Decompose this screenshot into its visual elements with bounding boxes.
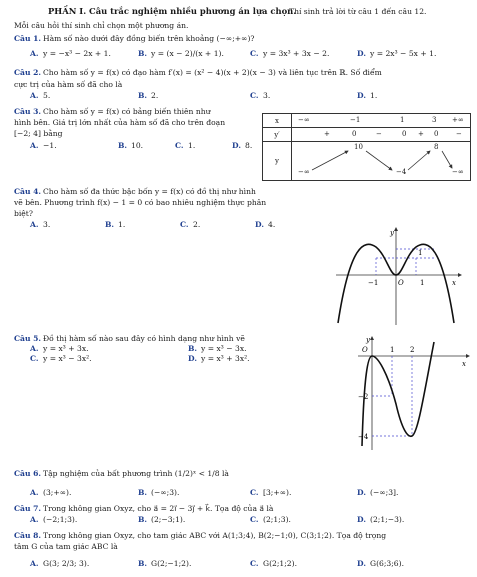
section-note: Mỗi câu hỏi thí sinh chỉ chọn một phương án.: [14, 21, 189, 30]
q7-opt-d-text: (2;1;−3).: [370, 515, 405, 524]
table-x-neg-inf: −∞: [298, 116, 310, 124]
q8-opt-b-label: B.: [138, 559, 148, 568]
table-sign-2: 0: [352, 130, 357, 138]
q1-label: Câu 1.: [14, 34, 42, 43]
q7-opt-a-label: A.: [30, 515, 39, 524]
q2-text-line2: cực trị của hàm số đã cho là: [14, 80, 123, 89]
q4-opt-d-label: D.: [255, 220, 264, 229]
q1-opt-d-label: D.: [357, 49, 366, 58]
q2-opt-b-text: 2.: [151, 91, 159, 100]
q6-opt-a-label: A.: [30, 488, 39, 497]
q6-text: Tập nghiệm của bất phương trình (1/2)ˣ < 1/8 là: [43, 469, 229, 478]
q6-opt-a-text: (3;+∞).: [43, 488, 72, 497]
q3-opt-a-label: A.: [30, 141, 39, 150]
q7-opt-d-label: D.: [357, 515, 366, 524]
section-title: PHẦN I. Câu trắc nghiệm nhiều phương án lựa chọn.: [48, 6, 297, 16]
q5-graph: [348, 334, 472, 452]
q7-label: Câu 7.: [14, 504, 42, 513]
q2-text-line1: Cho hàm số y = f(x) có đạo hàm f′(x) = (x² − 4)(x + 2)(x − 3) và liên tục trên ℝ. Số điểm: [43, 68, 382, 77]
q8-opt-d-text: G(6;3;6).: [370, 559, 405, 568]
table-y-label: y: [263, 142, 292, 181]
q7-opt-c-text: (2;1;3).: [263, 515, 291, 524]
variation-table-row-y: [263, 142, 471, 181]
q4-graph-y-label: y: [390, 229, 394, 237]
q8-opt-a-label: A.: [30, 559, 39, 568]
q4-opt-c-label: C.: [180, 220, 189, 229]
q6-opt-b-text: (−∞;3).: [151, 488, 180, 497]
q4-opt-a-label: A.: [30, 220, 39, 229]
table-y-neg-inf-right: −∞: [452, 168, 464, 176]
q3-opt-d-label: D.: [232, 141, 241, 150]
table-x-pos-inf: +∞: [452, 116, 464, 124]
q5-opt-a-text: y = x³ + 3x.: [43, 344, 89, 353]
table-sign-7: −: [456, 130, 462, 138]
q3-opt-c-label: C.: [175, 141, 184, 150]
variation-table-row-yp: [263, 128, 471, 142]
q5-graph-label-2: 2: [410, 346, 415, 354]
q1-opt-d-text: y = 2x³ − 5x + 1.: [370, 49, 437, 58]
q3-label: Câu 3.: [14, 107, 42, 116]
q6-opt-d-label: D.: [357, 488, 366, 497]
q5-opt-a-label: A.: [30, 344, 39, 353]
q1-opt-a-label: A.: [30, 49, 39, 58]
q2-opt-a-label: A.: [30, 91, 39, 100]
q4-opt-d-text: 4.: [268, 220, 276, 229]
q7-opt-a-text: (−2;1;3).: [43, 515, 78, 524]
table-x-1: 1: [400, 116, 405, 124]
table-sign-5: +: [418, 130, 424, 138]
q8-opt-a-text: G(3; 2/3; 3).: [43, 559, 90, 568]
q4-graph-label-1: 1: [418, 249, 423, 257]
q4-text-line3: biệt?: [14, 209, 33, 218]
table-x-m1: −1: [350, 116, 361, 124]
q8-opt-d-label: D.: [357, 559, 366, 568]
q3-opt-d-text: 8.: [245, 141, 253, 150]
table-sign-3: −: [376, 130, 382, 138]
variation-table: [262, 113, 471, 181]
q5-text: Đồ thị hàm số nào sau đây có hình dạng như hình vẽ: [43, 334, 245, 343]
q3-opt-a-text: −1.: [43, 141, 57, 150]
q2-opt-d-label: D.: [357, 91, 366, 100]
table-sign-1: +: [324, 130, 330, 138]
q1-opt-c-label: C.: [250, 49, 259, 58]
q1-opt-c-text: y = 3x³ + 3x − 2.: [263, 49, 330, 58]
q3-text-line2: hình bên. Giá trị lớn nhất của hàm số đã cho trên đoạn: [14, 118, 226, 127]
q5-graph-label-1: 1: [390, 346, 395, 354]
q1-opt-b-text: y = (x − 2)/(x + 1).: [151, 49, 224, 58]
q3-text-line1: Cho hàm số y = f(x) có bảng biến thiên như: [43, 107, 211, 116]
q5-graph-y-label: y: [366, 336, 370, 344]
q8-opt-c-label: C.: [250, 559, 259, 568]
q5-opt-d-label: D.: [188, 354, 197, 363]
table-y-neg-inf-left: −∞: [298, 168, 310, 176]
table-y-10: 10: [354, 143, 363, 151]
q6-label: Câu 6.: [14, 469, 42, 478]
q5-graph-origin: O: [362, 346, 368, 354]
q4-text-line2: vẽ bên. Phương trình f(x) − 1 = 0 có bao nhiêu nghiệm thực phân: [14, 198, 267, 207]
q2-label: Câu 2.: [14, 68, 42, 77]
q5-curve: [362, 342, 434, 446]
q4-opt-b-label: B.: [105, 220, 115, 229]
q3-opt-c-text: 1.: [188, 141, 196, 150]
q5-graph-x-label: x: [462, 360, 466, 368]
q1-opt-b-label: B.: [138, 49, 148, 58]
q2-opt-c-label: C.: [250, 91, 259, 100]
q2-opt-d-text: 1.: [370, 91, 378, 100]
table-y-m4: −4: [396, 168, 407, 176]
q6-opt-c-label: C.: [250, 488, 259, 497]
q4-graph-x-label: x: [452, 279, 456, 287]
q5-opt-d-text: y = x³ + 3x².: [201, 354, 250, 363]
q5-graph-label-m2: −2: [358, 393, 369, 401]
q4-graph-label-m1: −1: [368, 279, 379, 287]
q2-opt-c-text: 3.: [263, 91, 271, 100]
q2-opt-a-text: 5.: [43, 91, 51, 100]
table-x-3: 3: [432, 116, 437, 124]
q6-opt-d-text: (−∞;3].: [370, 488, 399, 497]
q1-opt-a-text: y = −x³ − 2x + 1.: [43, 49, 111, 58]
q6-opt-b-label: B.: [138, 488, 148, 497]
q4-text-line1: Cho hàm số đa thức bậc bốn y = f(x) có đồ thị như hình: [43, 187, 256, 196]
q8-opt-c-text: G(2;1;2).: [263, 559, 298, 568]
table-y-8: 8: [434, 143, 439, 151]
q7-opt-b-label: B.: [138, 515, 148, 524]
variation-table-row-x: [263, 114, 471, 128]
q7-text: Trong không gian Oxyz, cho a⃗ = 2i⃗ − 3j⃗ + k⃗. Tọa độ của a⃗ là: [43, 504, 274, 513]
q8-opt-b-text: G(2;−1;2).: [151, 559, 192, 568]
section-intro: Thí sinh trả lời từ câu 1 đến câu 12.: [289, 7, 427, 16]
q3-text-line3: [−2; 4] bằng: [14, 129, 63, 138]
q5-label: Câu 5.: [14, 334, 42, 343]
q3-opt-b-label: B.: [118, 141, 128, 150]
q3-opt-b-text: 10.: [131, 141, 144, 150]
table-yp-label: y′: [263, 128, 292, 142]
q1-text: Hàm số nào dưới đây đồng biến trên khoảng (−∞;+∞)?: [43, 34, 255, 43]
table-arrows: [292, 142, 470, 180]
table-sign-4: 0: [402, 130, 407, 138]
q7-opt-b-text: (2;−3;1).: [151, 515, 186, 524]
q5-opt-c-text: y = x³ − 3x².: [43, 354, 92, 363]
table-x-label: x: [263, 114, 292, 128]
q4-opt-a-text: 3.: [43, 220, 51, 229]
q4-opt-b-text: 1.: [118, 220, 126, 229]
q5-opt-c-label: C.: [30, 354, 39, 363]
q7-opt-c-label: C.: [250, 515, 259, 524]
q5-graph-label-m4: −4: [358, 433, 369, 441]
q4-graph-origin: O: [398, 279, 404, 287]
q2-opt-b-label: B.: [138, 91, 148, 100]
q5-opt-b-text: y = x³ − 3x.: [201, 344, 247, 353]
q4-opt-c-text: 2.: [193, 220, 201, 229]
q6-opt-c-text: [3;+∞).: [263, 488, 292, 497]
q8-label: Câu 8.: [14, 531, 42, 540]
q5-opt-b-label: B.: [188, 344, 198, 353]
q4-graph: [334, 225, 464, 327]
q8-text-line1: Trong không gian Oxyz, cho tam giác ABC với A(1;3;4), B(2;−1;0), C(3;1;2). Tọa độ trọng: [43, 531, 387, 540]
q4-graph-label-x1: 1: [420, 279, 425, 287]
q4-label: Câu 4.: [14, 187, 42, 196]
q8-text-line2: tâm G của tam giác ABC là: [14, 542, 118, 551]
table-sign-6: 0: [434, 130, 439, 138]
